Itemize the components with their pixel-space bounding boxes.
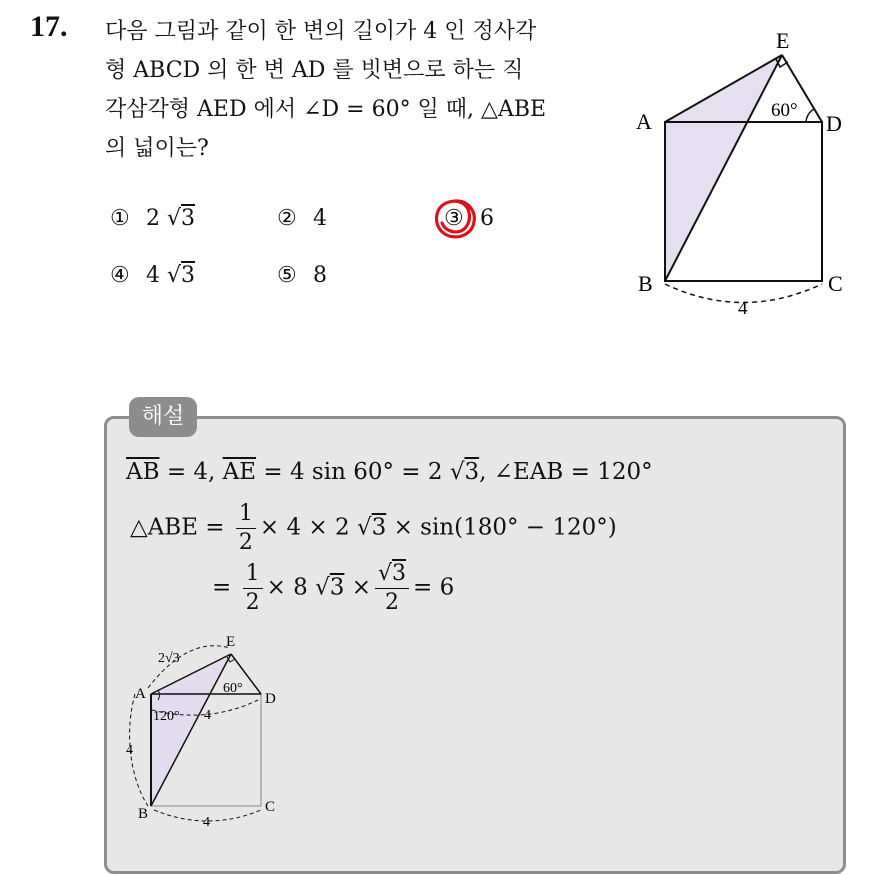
label-bc-length: 4 bbox=[203, 815, 210, 830]
math-text: × 4 × 2 bbox=[259, 514, 350, 541]
angle-label-120: 120° bbox=[153, 709, 180, 724]
fraction-half: $\frac{1}{2}$ bbox=[236, 500, 256, 557]
label-b: B bbox=[638, 271, 653, 296]
segment-ab-text: $\overline{AB}$ bbox=[126, 459, 160, 485]
solution-line-2 bbox=[130, 500, 617, 557]
square-triangle-figure bbox=[628, 18, 858, 318]
label-e: E bbox=[776, 28, 790, 53]
math-text: × sin(180° − 120°) bbox=[393, 514, 617, 541]
option-value: 4 bbox=[146, 263, 160, 288]
label-c: C bbox=[828, 271, 843, 296]
math-text: × 8 bbox=[266, 574, 308, 601]
math-text: , ∠EAB = 120° bbox=[479, 459, 653, 485]
sqrt-symbol: √3 bbox=[449, 459, 480, 485]
question-text bbox=[105, 12, 615, 168]
label-d: D bbox=[265, 691, 276, 707]
label-ad-length: 4 bbox=[204, 708, 211, 723]
angle-label-60: 60° bbox=[223, 681, 243, 696]
label-ab-length: 4 bbox=[126, 743, 133, 758]
sqrt-symbol: √3 bbox=[167, 206, 196, 231]
sqrt-symbol: √3 bbox=[315, 574, 345, 601]
option-value: 4 bbox=[313, 206, 327, 231]
option-value: 2 bbox=[146, 206, 160, 231]
label-c: C bbox=[265, 799, 276, 815]
option-4[interactable] bbox=[110, 263, 195, 288]
option-value: 6 bbox=[480, 206, 494, 231]
answer-circle-mark bbox=[432, 197, 478, 241]
label-b: B bbox=[138, 806, 149, 822]
math-text: = 6 bbox=[413, 574, 455, 601]
label-ae-length: 2√3 bbox=[158, 651, 180, 666]
option-number: ② bbox=[277, 206, 297, 231]
option-5[interactable] bbox=[277, 263, 327, 288]
math-text: = bbox=[212, 574, 239, 601]
solution-tab: 해설 bbox=[129, 397, 197, 437]
question-line: 의 넓이는? bbox=[105, 136, 209, 161]
sqrt-symbol: √3 bbox=[356, 514, 387, 541]
solution-line-1 bbox=[126, 459, 653, 485]
question-line: 각삼각형 AED 에서 ∠D = 60° 일 때, △ABE bbox=[105, 97, 547, 122]
fraction-sqrt3-over-2: $\frac{√3}{2}$ bbox=[375, 560, 409, 617]
option-number: ③ bbox=[444, 206, 464, 231]
option-number: ④ bbox=[110, 263, 130, 288]
angle-arc-d bbox=[806, 109, 814, 122]
option-value: 8 bbox=[313, 263, 327, 288]
label-e: E bbox=[226, 634, 236, 650]
question-line: 형 ABCD 의 한 변 AD 를 빗변으로 하는 직 bbox=[105, 58, 524, 83]
question-line: 다음 그림과 같이 한 변의 길이가 4 인 정사각 bbox=[105, 19, 537, 44]
side-label-bc: 4 bbox=[738, 298, 748, 318]
angle-label-60: 60° bbox=[771, 100, 798, 121]
fraction-half: $\frac{1}{2}$ bbox=[243, 560, 263, 617]
segment-ae-text: $\overline{AE}$ bbox=[222, 459, 257, 485]
option-1[interactable] bbox=[110, 206, 195, 231]
label-a: A bbox=[135, 686, 146, 702]
math-text: △ABE = bbox=[130, 514, 232, 541]
solution-line-3 bbox=[212, 560, 454, 617]
math-text: × bbox=[351, 574, 372, 601]
math-text: = 4, bbox=[159, 459, 223, 485]
option-number: ① bbox=[110, 206, 130, 231]
sqrt-symbol: √3 bbox=[167, 263, 196, 288]
option-number: ⑤ bbox=[277, 263, 297, 288]
math-text: = 4 sin 60° = 2 bbox=[256, 459, 443, 485]
question-number: 17. bbox=[30, 10, 68, 43]
solution-mini-figure bbox=[118, 626, 288, 831]
option-2[interactable] bbox=[277, 206, 327, 231]
label-a: A bbox=[636, 109, 652, 134]
label-d: D bbox=[826, 111, 842, 136]
